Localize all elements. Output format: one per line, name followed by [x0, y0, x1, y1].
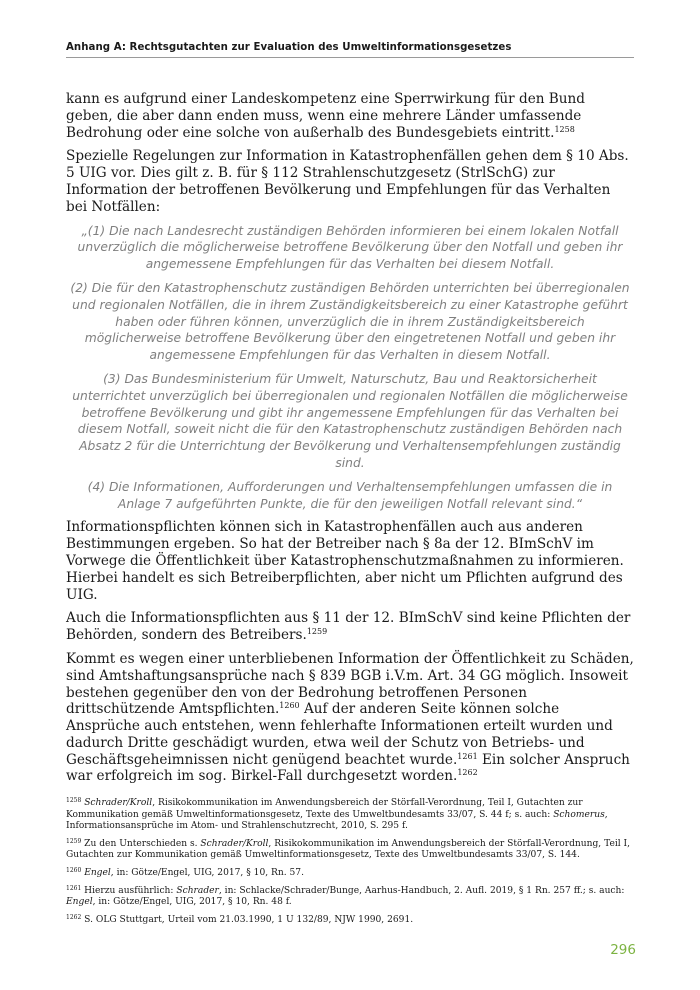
footnote-1261: $^{1261}$ Hierzu ausführlich: Schrader, in: Schlacke/Schrader/Bunge, Aarhus-Handbuch, 2. Aufl. 2019, § 1 Rn. 257 ff.; s. auch: Engel, in: Götze/Engel, UIG, 2017, § 10, Rn. 48 f. — [66, 884, 625, 908]
legal-quote-para-3: (3) Das Bundesministerium für Umwelt, Naturschutz, Bau und Reaktorsicherheit unterrichtet unverzüglich bei überregionalen und regionalen Notfällen die möglicherweise betroffene Bevölkerung und gibt ihr angemessene Empfehlungen für das Verhalten bei diesem Notfall, soweit nicht die für den Katastrophenschutz zuständigen Behörden nach Absatz 2 für die Unterrichtung der Bevölkerung und Verhaltensempfehlungen zuständig sind. — [72, 371, 628, 470]
footnote-1258: $^{1258}$ Schrader/Kroll, Risikokommunikation im Anwendungsbereich der Störfall-Verordnung, Teil I, Gutachten zur Kommunikation gemäß Umweltinformationsgesetz, Texte des Umweltbundesamts 33/07, S. 44 f; s. auch: Schomerus, Informationsansprüche im Atom- und Strahlenschutzrecht, 2010, S. 295 f. — [66, 797, 608, 832]
footnote-ref-1262[interactable]: 1262 — [457, 768, 478, 778]
paragraph: Spezielle Regelungen zur Information in Katastrophenfällen gehen dem § 10 Abs. 5 UIG vor. Dies gilt z. B. für § 112 Strahlenschutzgesetz (StrlSchG) zur Information der betroffenen Bevölkerung und Empfehlungen für das Verhalten bei Notfällen: — [66, 148, 629, 215]
paragraph: kann es aufgrund einer Landeskompetenz eine Sperrwirkung für den Bund geben, die aber dann enden muss, wenn eine mehrere Länder umfassende Bedrohung oder eine solche von außerhalb des Bundesgebiets eintritt.$^{1258}$ — [66, 91, 586, 141]
footnotes — [66, 798, 636, 932]
footnote-1262: $^{1262}$ S. OLG Stuttgart, Urteil vom 21.03.1990, 1 U 132/89, NJW 1990, 2691. — [66, 913, 414, 925]
footnote-ref-1259[interactable]: 1259 — [306, 627, 328, 637]
footnote-ref-1258[interactable]: 1258 — [554, 124, 575, 134]
legal-quote-para-1: „(1) Die nach Landesrecht zuständigen Behörden informieren bei einem lokalen Notfall unverzüglich die möglicherweise betroffene Bevölkerung über den Notfall und geben ihr angemessene Empfehlungen für das Verhalten bei diesem Notfall. — [77, 223, 623, 272]
paragraph: Informationspflichten können sich in Katastrophenfällen auch aus anderen Bestimmungen ergeben. So hat der Betreiber nach § 8a der 12. BImSchV im Vorwege die Öffentlichkeit über Katastrophenschutzmaßnahmen zu informieren. Hierbei handelt es sich Betreiberpflichten, aber nicht um Pflichten aufgrund des UIG. — [66, 519, 624, 603]
running-header: Anhang A: Rechtsgutachten zur Evaluation des Umweltinformationsgesetzes — [66, 42, 634, 58]
main-text — [66, 91, 634, 792]
footnote-ref-1261[interactable]: 1261 — [457, 751, 478, 761]
legal-quote-para-2: (2) Die für den Katastrophenschutz zuständigen Behörden unterrichten bei überregionalen und regionalen Notfällen, die in ihrem Zuständigkeitsbereich zu einer Katastrophe geführt haben oder führen können, unverzüglich die in ihrem Zuständigkeitsbereich möglicherweise betroffene Bevölkerung über den eingetretenen Notfall und geben ihr angemessene Empfehlungen für das Verhalten in diesem Notfall. — [70, 280, 630, 363]
paragraph: Auch die Informationspflichten aus § 11 der 12. BImSchV sind keine Pflichten der Behörden, sondern des Betreibers.$^{1259}$ — [66, 610, 631, 644]
page-number: 296 — [610, 942, 636, 958]
legal-quote-para-4: (4) Die Informationen, Aufforderungen und Verhaltensempfehlungen umfassen die in Anlage 7 aufgeführten Punkte, die für den jeweiligen Notfall relevant sind.“ — [87, 479, 613, 511]
footnote-1259: $^{1259}$ Zu den Unterschieden s. Schrader/Kroll, Risikokommunikation im Anwendungsbereich der Störfall-Verordnung, Teil I, Gutachten zur Kommunikation gemäß Umweltinformationsgesetz, Texte des Umweltbundesamts 33/07, S. 144. — [66, 837, 631, 861]
paragraph: Kommt es wegen einer unterbliebenen Information der Öffentlichkeit zu Schäden, sind Amtshaftungsansprüche nach § 839 BGB i.V.m. Art. 34 GG möglich. Insoweit bestehen gegenüber den von der Bedrohung betroffenen Personen drittschützende Amtspflichten.$^{1260}$ Auf der anderen Seite können solche Ansprüche auch entstehen, wenn fehlerhafte Informationen erteilt wurden und dadurch Dritte geschädigt wurden, etwa weil der Schutz von Betriebs- und Geschäftsgeheimnissen nicht genügend beachtet wurde.$^{1261}$ Ein solcher Anspruch war erfolgreich im sog. Birkel-Fall durchgesetzt worden.$^{1262}$ — [66, 650, 634, 785]
footnote-1260: $^{1260}$ Engel, in: Götze/Engel, UIG, 2017, § 10, Rn. 57. — [66, 866, 304, 878]
footnote-ref-1260[interactable]: 1260 — [279, 701, 300, 711]
